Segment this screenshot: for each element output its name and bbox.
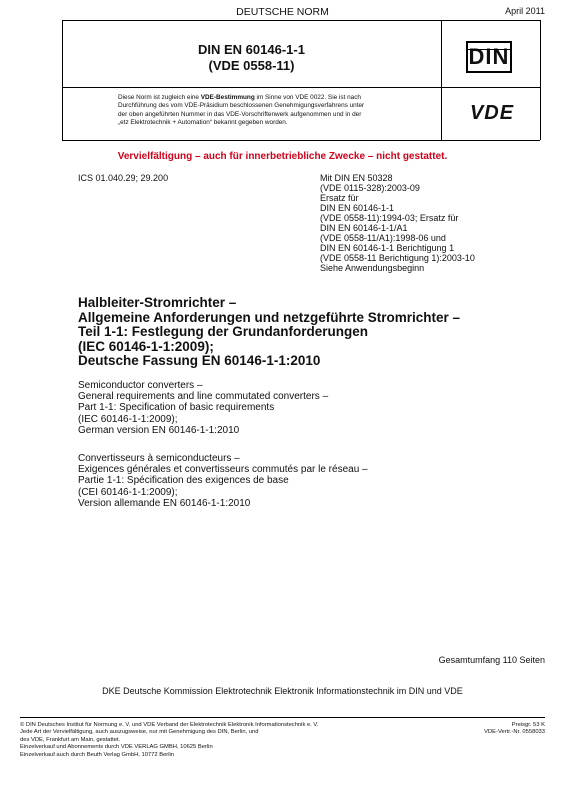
total-pages: Gesamtumfang 110 Seiten (438, 655, 545, 665)
title-line: Version allemande EN 60146-1-1:2010 (78, 497, 251, 509)
title-line: Allgemeine Anforderungen und netzgeführte Stromrichter – (78, 309, 461, 325)
vde-note-text: Durchführung des vom VDE-Präsidium beschlossenen Genehmigungsverfahrens unter (118, 102, 365, 110)
replacement-line: (VDE 0115-328):2003-09 (320, 183, 420, 193)
title-line: Convertisseurs à semiconducteurs – (78, 453, 240, 464)
title-line: Halbleiter-Stromrichter – (78, 295, 237, 310)
ics-code: ICS 01.040.29; 29.200 (78, 173, 169, 183)
standard-number (62, 42, 441, 74)
footer-line: Einzelverkauf und Abonnements durch VDE VERLAG GMBH, 10625 Berlin (20, 744, 213, 751)
titlebox-divider (441, 20, 442, 140)
standard-number-line: (VDE 0558-11) (208, 58, 295, 73)
vde-note-text: im Sinne von VDE 0022. Sie ist nach (254, 94, 361, 101)
dke-line: DKE Deutsche Kommission Elektrotechnik Elektronik Informationstechnik im DIN und VDE (102, 686, 463, 696)
footer-line: des VDE, Frankfurt am Main, gestattet. (20, 736, 121, 743)
footer-copyright (20, 722, 420, 759)
titlebox-top-border (62, 20, 540, 21)
replacement-line: (VDE 0558-11 Berichtigung 1):2003-10 (320, 253, 475, 263)
title-line: Deutsche Fassung EN 60146-1-1:2010 (78, 353, 321, 368)
footer-line: Preisgr. 53 K (511, 722, 545, 728)
title-line: Semiconductor converters – (78, 380, 203, 391)
title-line: Part 1-1: Specification of basic requirements (78, 402, 275, 414)
footer-price (435, 722, 545, 737)
replacement-line: Ersatz für (320, 193, 359, 203)
vde-note-bold: VDE-Bestimmung (200, 94, 255, 101)
vde-note (118, 94, 438, 128)
titlebox-right-border (540, 20, 541, 140)
vde-logo: VDE (469, 102, 515, 124)
vde-note-text: Diese Norm ist zugleich eine (118, 94, 201, 101)
publication-date: April 2011 (505, 6, 545, 16)
vde-note-text: „etz Elektrotechnik + Automation“ bekannt gegeben worden. (118, 119, 288, 127)
footer-line: Einzelverkauf auch durch Beuth Verlag GmbH, 10772 Berlin (20, 751, 175, 758)
titlebox-bottom-border (62, 140, 540, 141)
title-line: Exigences générales et convertisseurs commutés par le réseau – (78, 464, 368, 476)
titlebox-middle-border (62, 87, 540, 88)
replacement-info (320, 173, 540, 273)
footer-line: VDE-Vertr.-Nr. 0558033 (484, 729, 545, 736)
replacement-line: Mit DIN EN 50328 (320, 173, 393, 183)
din-logo: DIN (466, 41, 512, 73)
title-line: (IEC 60146-1-1:2009); (78, 338, 214, 354)
title-line: (CEI 60146-1-1:2009); (78, 486, 178, 498)
title-english (78, 380, 538, 436)
footer-line: © DIN Deutsches Institut für Normung e. V. und VDE Verband der Elektrotechnik Elektronik Informationstechnik e. V. (20, 722, 319, 728)
footer-divider (20, 717, 545, 718)
vde-note-text: der oben angeführten Nummer in das VDE-Vorschriftenwerk aufgenommen und in der (118, 110, 362, 118)
title-line: Partie 1-1: Spécification des exigences de base (78, 475, 289, 487)
title-line: (IEC 60146-1-1:2009); (78, 413, 178, 425)
replacement-line: DIN EN 60146-1-1 (320, 203, 395, 213)
footer-line: Jede Art der Vervielfältigung, auch auszugsweise, nur mit Genehmigung des DIN, Berlin, und (20, 729, 259, 736)
replacement-line: (VDE 0558-11):1994-03; Ersatz für (320, 213, 459, 223)
standard-number-line: DIN EN 60146-1-1 (198, 42, 305, 57)
replacement-line: Siehe Anwendungsbeginn (320, 263, 425, 273)
title-line: General requirements and line commutated converters – (78, 391, 329, 403)
standard-type: DEUTSCHE NORM (236, 6, 329, 18)
title-line: German version EN 60146-1-1:2010 (78, 424, 240, 436)
title-german (78, 296, 538, 369)
replacement-line: DIN EN 60146-1-1 Berichtigung 1 (320, 243, 455, 253)
title-french (78, 453, 538, 509)
replacement-line: (VDE 0558-11/A1):1998-06 und (320, 233, 446, 243)
title-line: Teil 1-1: Festlegung der Grundanforderungen (78, 324, 369, 339)
titlebox-left-border (62, 20, 63, 140)
copy-warning: Vervielfältigung – auch für innerbetriebliche Zwecke – nicht gestattet. (117, 151, 448, 162)
replacement-line: DIN EN 60146-1-1/A1 (320, 223, 408, 233)
